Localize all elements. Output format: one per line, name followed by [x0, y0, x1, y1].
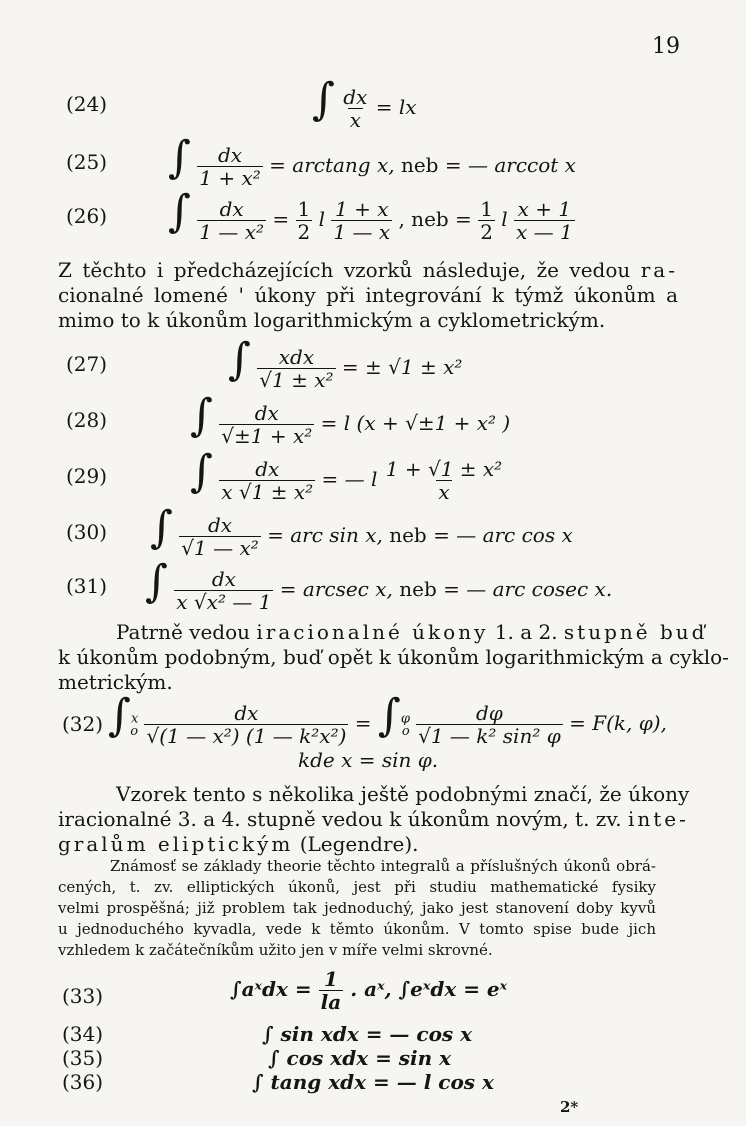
- prefix: = — l: [321, 467, 378, 491]
- equation-number-26: (26): [66, 204, 108, 228]
- formula-35: ∫ cos xdx = sin x: [268, 1046, 452, 1070]
- numerator: dφ: [476, 701, 503, 725]
- numerator: dx: [343, 85, 368, 109]
- formula-28: ∫ $\frac{dx}{\text{√±1 + x²}}$ = l (x + √±1 + x² ): [190, 390, 511, 448]
- coef-numerator: 1: [323, 967, 338, 991]
- equation-number-30: (30): [66, 520, 108, 544]
- numerator: dx: [234, 701, 259, 725]
- paragraph-line: k úkonům podobným, buď opět k úkonům logarithmickým a cyklo-: [58, 645, 729, 669]
- alt-result: = — arc cos x: [433, 523, 573, 547]
- coef-numerator: 1: [297, 197, 311, 221]
- equation-number-31: (31): [66, 574, 108, 598]
- formula-25: ∫ $\frac{dx}{\text{1 + x²}}$ = arctang x, neb = — arccot x: [168, 132, 576, 190]
- denominator: 1 — x²: [199, 220, 265, 244]
- result: = arctang x,: [269, 153, 395, 177]
- equation-number-27: (27): [66, 352, 108, 376]
- denominator: √1 ± x²: [259, 368, 334, 392]
- equation-number-28: (28): [66, 408, 108, 432]
- denominator: x √x² — 1: [176, 590, 272, 614]
- signature-mark: 2*: [560, 1098, 579, 1116]
- formula-33: [230, 968, 507, 1013]
- coef-denominator: 2: [297, 220, 311, 244]
- paragraph-line: cionalné lomené ' úkony při integrování k týmž úkonům a: [58, 283, 678, 307]
- alt-prefix: neb: [389, 523, 427, 547]
- result: = lx: [375, 95, 417, 119]
- arg-denominator: x: [438, 480, 450, 504]
- note-line: u jednoduchého kyvadla, vede k těmto úkonům. V tomto spise bude jich: [58, 920, 656, 938]
- log-symbol: l: [318, 207, 326, 231]
- numerator: dx: [254, 401, 279, 425]
- result: = arcsec x,: [279, 577, 393, 601]
- arg-numerator: 1 + x: [335, 197, 389, 221]
- alt-prefix: neb: [399, 577, 437, 601]
- formula-36: ∫ tang xdx = — l cos x: [252, 1070, 494, 1094]
- denominator: x: [349, 108, 361, 132]
- formula-32: ∫$^x_o$ $\frac{dx}{\text{√(1 — x²) (1 — k²x²)}}$ = ∫$^\varphi_o$ $\frac{d\varphi}{\text{√1 — k² sin² φ}}$ = F(k, φ),: [108, 690, 667, 748]
- alt-coef-numerator: 1: [480, 197, 493, 221]
- formula-32-where: kde x = sin φ.: [298, 748, 439, 772]
- alt-arg-numerator: x + 1: [517, 197, 572, 221]
- equation-number-24: (24): [66, 92, 108, 116]
- upper-limit: x: [130, 711, 139, 727]
- formula-26: ∫ $\frac{dx}{\text{1 — x²}}$ = $\frac{1}{2}$ l $\frac{1 + x}{1 — x}$ , neb = $\frac{1}{2}$ l $\frac{x + 1}{x — 1}$: [168, 186, 573, 244]
- paragraph-1: [58, 258, 678, 333]
- part-3: ∫eˣdx = eˣ: [398, 977, 508, 1001]
- alt-coef-denominator: 2: [480, 220, 493, 244]
- equation-number-25: (25): [66, 150, 108, 174]
- coef-denominator: la: [320, 990, 342, 1014]
- equation-number-34: (34): [62, 1022, 104, 1046]
- numerator: dx: [218, 143, 243, 167]
- numerator: dx: [219, 197, 244, 221]
- arg-denominator: 1 — x: [333, 220, 391, 244]
- note-line: Známosť se základy theorie těchto integralů a příslušných úkonů obrá-: [110, 857, 656, 875]
- denominator: x √1 ± x²: [221, 480, 314, 504]
- denominator: √±1 + x²: [221, 424, 313, 448]
- formula-29: ∫ $\frac{dx}{\text{x √1 ± x²}}$ = — l $\frac{\text{1 + √1 ± x²}}{x}$: [190, 446, 503, 504]
- paragraph-line: Patrně vedou iracionalné úkony 1. a 2. stupně buď: [116, 620, 708, 644]
- denominator: 1 + x²: [199, 166, 261, 190]
- paragraph-line: Z těchto i předcházejících vzorků následuje, že vedou ra-: [58, 258, 678, 282]
- numerator: xdx: [278, 345, 315, 369]
- footnote-block: [58, 856, 656, 961]
- result: = l (x + √±1 + x² ): [320, 411, 511, 435]
- alt-result: = — arc cosec x.: [443, 577, 613, 601]
- paragraph-line: iracionalné 3. a 4. stupně vedou k úkonům novým, t. zv. inte-: [58, 807, 689, 831]
- note-line: vzhledem k začátečníkům užito jen v míře velmi skrovné.: [58, 941, 493, 959]
- numerator: dx: [255, 457, 280, 481]
- page-number: 19: [652, 34, 680, 59]
- paragraph-3: [58, 782, 690, 857]
- part-1: ∫aˣdx =: [230, 977, 312, 1001]
- upper-limit: φ: [400, 711, 410, 727]
- paragraph-line: gralům eliptickým (Legendre).: [58, 832, 419, 856]
- equation-number-36: (36): [62, 1070, 104, 1094]
- equation-number-33: (33): [62, 984, 104, 1008]
- paragraph-line: mimo to k úkonům logarithmickým a cyklometrickým.: [58, 308, 606, 332]
- part-2: . aˣ,: [350, 977, 392, 1001]
- paragraph-2: [58, 620, 729, 695]
- numerator: dx: [211, 567, 236, 591]
- lower-limit: o: [130, 724, 139, 739]
- equation-number-29: (29): [66, 464, 108, 488]
- denominator: √1 — x²: [181, 536, 259, 560]
- result: = ± √1 ± x²: [341, 355, 463, 379]
- note-line: cených, t. zv. elliptických úkonů, jest při studiu mathematické fysiky: [58, 878, 656, 896]
- arg-numerator: 1 + √1 ± x²: [385, 457, 503, 481]
- numerator: dx: [207, 513, 233, 537]
- paragraph-line: Vzorek tento s několika ještě podobnými značí, že úkony: [116, 782, 690, 806]
- lower-limit: o: [401, 724, 410, 739]
- equation-number-32: (32): [62, 712, 104, 736]
- formula-31: ∫ $\frac{dx}{\text{x √x² — 1}}$ = arcsec x, neb = — arc cosec x.: [145, 556, 613, 614]
- result: = F(k, φ),: [569, 711, 667, 735]
- alt-prefix: , neb =: [398, 207, 472, 231]
- paragraph-line: metrickým.: [58, 670, 173, 694]
- denominator: √1 — k² sin² φ: [418, 724, 561, 748]
- formula-24: ∫ $\frac{dx}{x}$ = lx: [312, 74, 417, 132]
- result: = arc sin x,: [267, 523, 383, 547]
- note-line: velmi prospěšná; již problem tak jednoduchý, jako jest stanovení doby kyvů: [58, 899, 656, 917]
- alt-arg-denominator: x — 1: [516, 220, 573, 244]
- formula-34: ∫ sin xdx = — cos x: [262, 1022, 473, 1046]
- denominator: √(1 — x²) (1 — k²x²): [146, 724, 347, 748]
- formula-27: ∫ $\frac{\text{xdx}}{\text{√1 ± x²}}$ = ± √1 ± x²: [228, 334, 463, 392]
- equation-number-35: (35): [62, 1046, 104, 1070]
- alt-prefix: neb: [400, 153, 439, 177]
- formula-30: ∫ $\frac{dx}{\text{√1 — x²}}$ = arc sin x, neb = — arc cos x: [150, 502, 573, 560]
- alt-result: = — arccot x: [444, 153, 576, 177]
